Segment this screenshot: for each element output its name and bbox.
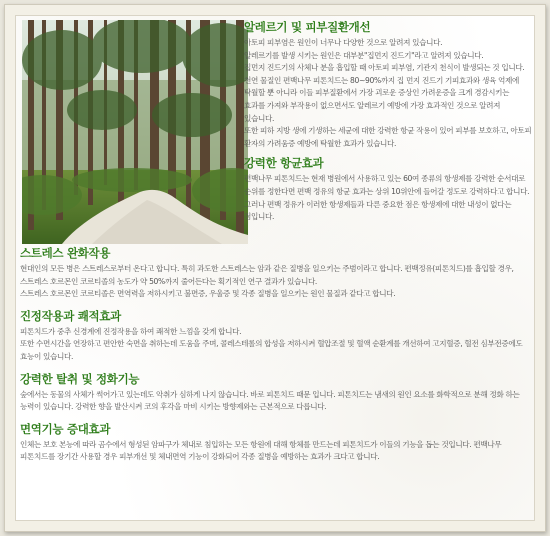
section-paragraph: 편백나무 피톤치드는 현재 병원에서 사용하고 있는 60여 종류의 항생제를 강력한 순서대로 순위를 정한다면 편백 정유의 항균 효과는 상위 10위안에 들어갈 정도로 강력하다고 합니다. 그러나 편백 정유가 이러한 항생제들과 다른 중요한 점은 항생제에 대한 내성이 없다는 점입니다.	[244, 174, 530, 222]
section-paragraph: 알레르기를 발생 시키는 원인은 대부분"집먼지 진드기"라고 알려져 있습니다.	[244, 50, 484, 60]
section-paragraph: 인체는 보호 본능에 따라 곰수에서 형성된 암파구가 체내로 침입하는 모든 항원에 대해 항체를 만드는데 피톤치드가 이들의 기능을 돕는 것입니다. 편백나무 피톤치드를 장기간 사용할 경우 피부개선 및 체내면역 기능이 강화되어 각종 질병을 예방하는 효과가 크다고 합니다.	[20, 439, 502, 462]
forest-path-photo	[22, 20, 248, 244]
section-antibacterial	[244, 156, 532, 223]
section-paragraph: 또한 수면시간을 연장하고 편안한 숙면을 취하는데 도움을 주며, 콜레스테롤의 합성을 저하시켜 혈압조절 및 혈액 순환계를 개선하여 고지혈증, 혈전 심부전증에도 효능이 있습니다.	[20, 339, 523, 361]
section-title-deodorize: 강력한 탈취 및 정화기능	[20, 371, 140, 386]
section-paragraph: 스트레스 호르몬인 코르티졸은 면역력을 저하시키고 불면증, 우울증 및 각종 질병을 일으키는 원인 물질과 같다고 합니다.	[20, 289, 396, 299]
section-title-immunity: 면역기능 증대효과	[20, 421, 111, 436]
section-paragraph: 피톤치드가 중추 신경계에 진정작용을 하여 쾌적한 느낌을 갖게 합니다.	[20, 326, 242, 336]
section-title-allergy: 알레르기 및 피부질환개선	[244, 20, 371, 34]
section-allergy	[244, 20, 532, 150]
section-paragraph: 집먼지 진드기의 사체나 분을 흡입할 때 아토피 피부염, 기관지 천식이 발생되는 것 입니다. 천연 물질인 편백나무 피톤치드는 80~90%까지 집 먼지 진드기 기피효과와 생육 억제에 탁월할 뿐 아니라 이들 피부질환에서 가장 괴로운 증상인 가려운증을 크게 경감시키는 효과를 가져와 부작용이 없으면서도 알레르기 예방에 가장 효과적인 것으로 알려져 있습니다.	[244, 63, 525, 123]
content-page	[15, 15, 535, 521]
section-deodorize	[20, 372, 532, 414]
section-immunity	[20, 422, 532, 464]
full-width-sections	[20, 246, 532, 472]
right-column	[244, 20, 532, 230]
section-paragraph: 숲에서는 동물의 사체가 썩어가고 있는데도 악취가 심하게 나지 않습니다. 바로 피톤치드 때문 입니다. 피톤치드는 냄새의 원인 요소를 화학적으로 분해 정화 하는 능력이 있습니다. 강력한 향을 발산시켜 코의 후각을 마비 시키는 방향제와는 근본적으로 다릅니다.	[20, 389, 520, 412]
section-title-sedation: 진정작용과 쾌적효과	[20, 308, 121, 323]
section-paragraph: 또한 피하 지방 생에 기생하는 세균에 대한 강력한 항균 작용이 있어 피부를 보호하고, 아토피 환자의 가려움증 예방에 탁월한 효과가 있습니다.	[244, 126, 532, 148]
section-title-stress: 스트레스 완화작용	[20, 246, 111, 260]
section-paragraph: 현대인의 모든 병은 스트레스로부터 온다고 합니다. 특히 과도한 스트레스는 암과 같은 질병을 일으키는 주범이라고 합니다. 편백정유(피톤치드)를 흡입할 경우, 스트레스 호르몬인 코르티졸의 농도가 약 50%까지 줄어든다는 획기적인 연구 결과가 있습니다.	[20, 264, 514, 286]
section-paragraph: 아토피 피부염은 원인이 너무나 다양한 것으로 알려져 있습니다.	[244, 38, 443, 47]
section-sedation	[20, 309, 532, 364]
section-stress	[20, 246, 532, 301]
section-title-antibacterial: 강력한 항균효과	[244, 156, 324, 171]
page-frame	[4, 4, 546, 532]
